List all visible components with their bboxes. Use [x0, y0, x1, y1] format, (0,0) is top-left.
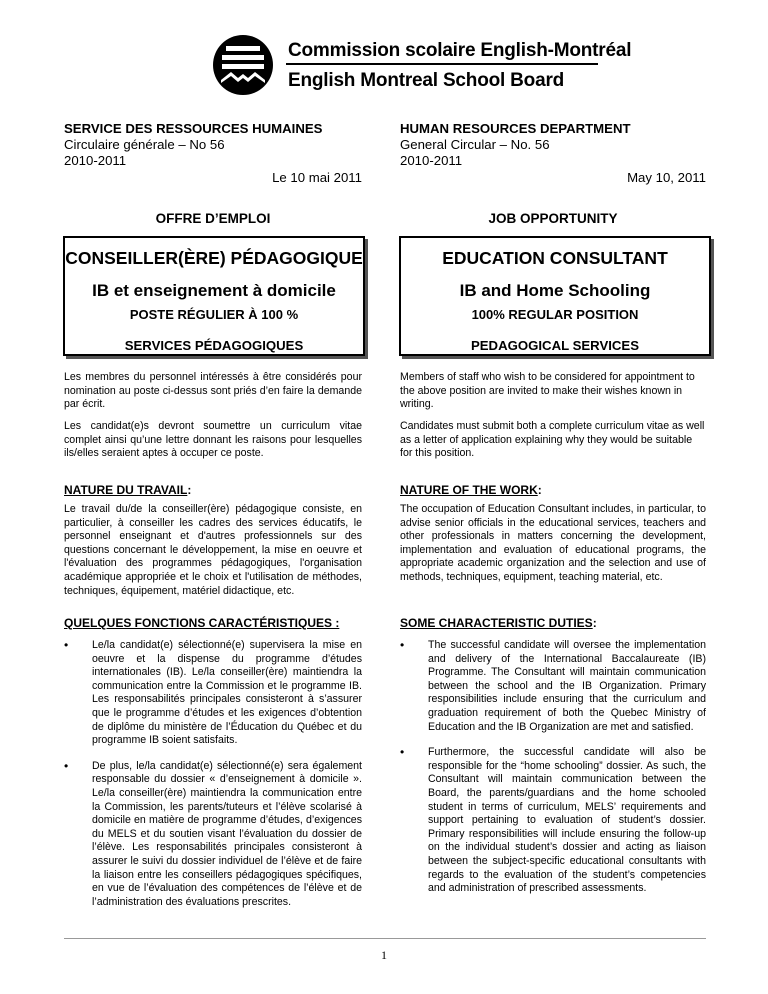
position-subtitle-en: IB and Home Schooling [459, 281, 651, 300]
position-service-fr: SERVICES PÉDAGOGIQUES [124, 338, 304, 353]
position-title-en: EDUCATION CONSULTANT [442, 248, 668, 268]
year-en: 2010-2011 [400, 153, 463, 168]
bullet-icon: • [400, 638, 405, 652]
page-number: 1 [381, 948, 387, 962]
dept-title-en: HUMAN RESOURCES DEPARTMENT [400, 121, 631, 136]
position-type-en: 100% REGULAR POSITION [471, 307, 639, 322]
list-item: • Furthermore, the successful candidate will also be responsible for the “home schooling” dossier. As such, the Consultant will maintain communication between the Board, the parents/guardians and the home schooled student in terms of curriculum, MELS’ requirements and support pertaining to evaluation of student’s dossier. Primary responsibilities will include ensuring the follow-up on the individual student’s dossier and acting as liaison between the subject-specific educational consultants with regards to the evaluation of the student’s competencies and administration of prescribed assessments. [400, 745, 706, 895]
intro-paragraph-fr-2: Les candidat(e)s devront soumettre un curriculum vitae complet ainsi qu’une lettre donnant les raisons pour lesquelles ils/elles seraient aptes à occuper ce poste. [64, 420, 362, 460]
bullet-icon: • [64, 638, 69, 652]
duties-heading-en: SOME CHARACTERISTIC DUTIES: [400, 616, 597, 630]
nature-text-fr: Le travail du/de la conseiller(ère) pédagogique consiste, en particulier, à conseiller les cadres des services éducatifs, le personnel enseignant et d'autres professionnels sur des questions concernant le développement, la mise en oeuvre et l'évaluation des programmes pédagogiques, l'organisation académique appropriée et le choix et l'utilisation de méthodes, techniques, équipement, matériel didactique, etc. [64, 503, 362, 597]
nature-heading-fr: NATURE DU TRAVAIL: [64, 483, 192, 497]
intro-paragraph-en-2: Candidates must submit both a complete curriculum vitae as well as a letter of application explaining why they would be suitable for this position. [400, 420, 705, 460]
list-item: • Le/la candidat(e) sélectionné(e) supervisera la mise en oeuvre et la dispense du programme d’études internationales (IB). Le/la conseiller(ère) maintiendra la communication entre la Commission et le programme IB. Les responsabilités principales consisteront à s’assurer que le programme d’études et les exigences d’obtention de diplôme du ministère de l’Éducation du Québec et du programme IB soient satisfaits. [64, 638, 362, 747]
circular-en: General Circular – No. 56 [400, 137, 550, 152]
position-subtitle-fr: IB et enseignement à domicile [92, 281, 336, 300]
intro-paragraph-en-1: Members of staff who wish to be considered for appointment to the above position are invited to make their wishes known in writing. [400, 371, 695, 411]
list-item: • The successful candidate will oversee the implementation and delivery of the International Baccalaureate (IB) Programme. The Consultant will maintain communication between the school and the IB Organization. Primary responsibilities include ensuring that the curriculum and graduation requirement of both the Quebec Ministry of Education and the IB Organization are met and satisfied. [400, 638, 706, 733]
duties-list-fr [64, 639, 362, 909]
dept-block-en [400, 121, 706, 169]
nature-text-en: The occupation of Education Consultant includes, in particular, to advise senior officials in the educational services, teachers and other professionals in matters concerning the development, implementation and evaluation of educational programs, the appropriate academic organization and the selection and use of methods, techniques, equipment, teaching material, etc. [400, 503, 706, 583]
dept-title-fr: SERVICE DES RESSOURCES HUMAINES [64, 121, 323, 136]
org-name-en: English Montreal School Board [288, 70, 565, 91]
duties-list-en [400, 639, 706, 896]
year-fr: 2010-2011 [64, 153, 127, 168]
footer-divider [64, 938, 706, 939]
dept-block-fr [64, 121, 362, 169]
header-divider [286, 63, 598, 65]
position-service-en: PEDAGOGICAL SERVICES [470, 338, 640, 353]
position-box-en [399, 236, 711, 356]
date-en: May 10, 2011 [627, 170, 706, 185]
date-fr: Le 10 mai 2011 [272, 170, 362, 185]
bullet-icon: • [64, 758, 69, 773]
position-box-fr [63, 236, 365, 356]
position-type-fr: POSTE RÉGULIER À 100 % [129, 307, 299, 322]
offer-title-fr: OFFRE D’EMPLOI [155, 211, 271, 226]
offer-title-en: JOB OPPORTUNITY [488, 211, 618, 226]
list-item: • De plus, le/la candidat(e) sélectionné(e) sera également responsable du dossier « d’enseignement à domicile ». Le/la conseiller(ère) maintiendra la communication entre la Commission, les parents/tuteurs et l’élève scolarisé à domicile en matière de programme d’études, d’exigences du MELS et du soutien visant l’évaluation du dossier de l’élève. Les responsabilités principales consisteront à assurer le suivi du dossier individuel de l’élève et de faire la liaison entre les conseillers pédagogiques spécifiques, en vue de l’évaluation des compétences de l’élève et de l’administration des évaluations prescrites. [64, 758, 362, 908]
org-name-fr: Commission scolaire English-Montréal [288, 40, 632, 61]
intro-paragraph-fr-1: Les membres du personnel intéressés à être considérés pour nomination au poste ci-dessus sont priés d’en faire la demande par écrit. [64, 371, 362, 411]
nature-heading-en: NATURE OF THE WORK: [400, 483, 542, 497]
circular-fr: Circulaire générale – No 56 [64, 137, 225, 152]
bullet-icon: • [400, 745, 405, 760]
duties-heading-fr: QUELQUES FONCTIONS CARACTÉRISTIQUES : [64, 616, 340, 630]
emsb-logo-icon [212, 34, 274, 96]
position-title-fr: CONSEILLER(ÈRE) PÉDAGOGIQUE [65, 248, 363, 268]
